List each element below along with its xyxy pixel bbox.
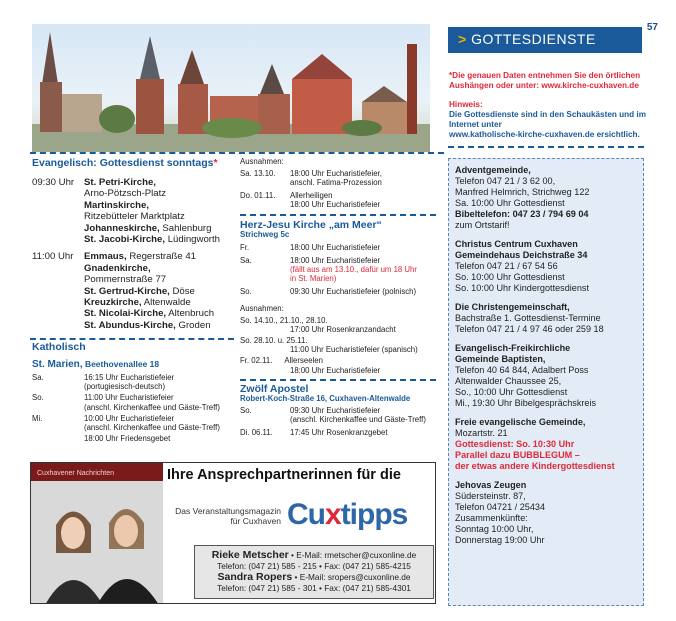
herzjesu-heading — [240, 221, 440, 239]
herzjesu-day: So. — [240, 287, 252, 297]
herzjesu-ausnahme — [240, 356, 440, 374]
separator-col1 — [30, 338, 234, 340]
group-line: Manfred Helmrich, Strichweg 122 — [455, 187, 590, 197]
marien-ausnahme-line2: anschl. Fatima-Prozession — [290, 178, 382, 188]
group-line: Zusammenkünfte: — [455, 513, 528, 523]
service-time — [32, 234, 84, 245]
marien-ausnahme-day: Sa. 13.10. — [240, 169, 276, 179]
separator-top-left — [30, 152, 444, 154]
group-line: Altenwalder Chaussee 25, — [455, 376, 562, 386]
apostel-heading — [240, 382, 440, 404]
contact2-tel: Telefon: (047 21) 585 - 301 • Fax: (047 21) 585-4301 — [217, 583, 411, 593]
contact1-mail[interactable]: • E-Mail: rmetscher@cuxonline.de — [288, 550, 417, 560]
group-line: So. 10:00 Uhr Kindergottesdienst — [455, 283, 589, 293]
church-location: Döse — [169, 285, 195, 297]
banner-arrow: > — [458, 31, 467, 47]
marien-text — [84, 393, 220, 411]
group-line: zum Ortstarif! — [455, 220, 510, 230]
herzjesu-ausnahmen-list — [240, 316, 440, 375]
marien-ausnahme-line1: 18:00 Uhr Eucharistiefeier, — [290, 169, 382, 179]
group-line: Telefon 047 21 / 3 62 00, — [455, 176, 556, 186]
herzjesu-ausnahme-dayline — [240, 356, 440, 365]
herzjesu-row — [240, 243, 440, 252]
churches-illustration — [32, 24, 430, 152]
evangelisch-row — [32, 274, 232, 285]
brand-part-x: x — [325, 498, 341, 531]
group-name: Freie evangelische Gemeinde, — [455, 417, 586, 427]
group-highlight: der etwas andere Kindergottesdienst — [455, 461, 615, 471]
contact-details — [194, 545, 434, 599]
contact2-mail[interactable]: • E-Mail: sropers@cuxonline.de — [292, 572, 411, 582]
evangelisch-row — [32, 308, 232, 319]
church-name: Johanneskirche, — [84, 222, 160, 234]
evangelisch-row — [32, 211, 232, 222]
church-entry — [84, 251, 196, 262]
herzjesu-ausnahme-dayline — [240, 336, 440, 345]
herzjesu-text: 09:30 Uhr Eucharistiefeier (polnisch) — [290, 287, 417, 297]
brand-part-a: Cu — [287, 498, 325, 531]
apostel-day: Di. 06.11. — [240, 427, 273, 437]
herzjesu-text: 18:00 Uhr Eucharistiefeier — [290, 243, 381, 253]
katholisch-section — [32, 341, 238, 443]
evangelisch-star: * — [213, 157, 218, 169]
cuxtipps-logo — [169, 500, 431, 540]
herzjesu-ausnahme-line1: Allerseelen — [284, 356, 323, 366]
evangelisch-title — [32, 157, 232, 169]
church-location: Groden — [175, 319, 211, 331]
banner-title: GOTTESDIENSTE — [471, 31, 596, 47]
apostel-line1: 09:30 Uhr Eucharistiefeier — [290, 406, 381, 416]
marien-row — [32, 434, 238, 443]
church-entry — [84, 297, 191, 308]
evangelisch-row — [32, 320, 232, 331]
service-time — [32, 223, 84, 234]
herzjesu-ausnahme-line1: 11:00 Uhr Eucharistiefeier (spanisch) — [290, 345, 418, 355]
church-entry — [84, 286, 195, 297]
group-line: Telefon 04721 / 25434 — [455, 502, 546, 512]
herzjesu-ausnahme — [240, 336, 440, 354]
church-location: Pommernstraße 77 — [84, 274, 167, 286]
service-time — [32, 211, 84, 222]
church-group — [455, 239, 637, 294]
herzjesu-day: Fr. — [240, 243, 250, 253]
church-name: St. Nicolai-Kirche, — [84, 308, 167, 320]
marien-day: Sa. — [32, 373, 44, 382]
herzjesu-ausnahme — [240, 316, 440, 334]
group-name: Die Christengemeinschaft, — [455, 302, 570, 312]
herzjesu-schedule — [240, 243, 440, 296]
herzjesu-sa-block — [290, 256, 417, 284]
group-line: Telefon 047 21 / 67 54 56 — [455, 261, 558, 271]
apostel-row — [240, 428, 440, 437]
apostel-text — [290, 428, 388, 437]
herzjesu-row — [240, 256, 440, 284]
church-entry — [84, 200, 149, 211]
marien-ausnahmen-label: Ausnahmen: — [240, 157, 284, 166]
group-line: Bachstraße 1. Gottesdienst-Termine — [455, 313, 601, 323]
service-time — [32, 188, 84, 199]
group-line: So. 10:00 Uhr Gottesdienst — [455, 272, 565, 282]
marien-row — [32, 373, 238, 391]
page-number: 57 — [646, 22, 658, 33]
column-two — [240, 157, 440, 437]
church-location: Lüdingworth — [165, 234, 220, 246]
church-location: Arno-Pötzsch-Platz — [84, 188, 167, 200]
mag-line1: Das Veranstaltungsmagazin — [175, 506, 281, 516]
marien-heading — [32, 359, 238, 370]
church-entry — [84, 320, 211, 331]
herzjesu-ausnahme-dayline — [240, 316, 440, 325]
herzjesu-row — [240, 287, 440, 296]
marien-ausnahme-line2: 18:00 Uhr Eucharistiefeier — [290, 199, 381, 209]
church-location: Regerstraße 41 — [126, 251, 196, 263]
church-entry — [84, 234, 220, 245]
contact-photo-illustration — [31, 463, 163, 604]
service-time: 11:00 Uhr — [32, 251, 74, 263]
marien-ausnahme-row — [240, 169, 440, 187]
evangelisch-section — [32, 157, 232, 331]
brand-part-b: tipps — [340, 498, 408, 531]
mag-line2: für Cuxhaven — [230, 516, 281, 526]
church-location: Altenbruch — [166, 308, 215, 320]
evangelisch-row — [32, 297, 232, 308]
churches-photo — [32, 24, 430, 152]
church-location: Sahlenburg — [159, 222, 212, 234]
evangelisch-row — [32, 177, 232, 188]
group-name: Evangelisch-Freikirchliche — [455, 343, 571, 353]
marien-day: Mi. — [32, 413, 43, 423]
evangelisch-row — [32, 234, 232, 245]
church-name: St. Petri-Kirche, — [84, 177, 156, 188]
contact-advertisement — [30, 462, 436, 604]
group-line: Donnerstag 19:00 Uhr — [455, 535, 545, 545]
marien-line1: 16:15 Uhr Eucharistiefeier — [84, 373, 175, 382]
apostel-line1: 17:45 Uhr Rosenkranzgebet — [290, 427, 388, 437]
group-name: Christus Centrum Cuxhaven — [455, 239, 578, 249]
group-line: Südersteinstr. 87, — [455, 491, 526, 501]
church-entry — [84, 188, 166, 199]
marien-text — [84, 414, 220, 432]
church-name: Gnadenkirche, — [84, 262, 151, 274]
herzjesu-ausnahmen-label: Ausnahmen: — [240, 304, 284, 314]
apostel-row — [240, 406, 440, 424]
herzjesu-ausnahme-day: So. 28.10. u. 25.11. — [240, 336, 308, 346]
apostel-addr: Robert-Koch-Straße 16, Cuxhaven-Altenwalde — [240, 394, 411, 404]
apostel-title: Zwölf Apostel — [240, 382, 309, 395]
evangelisch-row — [32, 188, 232, 199]
church-group — [455, 165, 637, 231]
church-group — [455, 343, 637, 409]
star-note-text: *Die genauen Daten entnehmen Sie den örtlichen Aushängen oder unter: www.kirche-cuxhaven.de — [449, 71, 641, 90]
group-name: Jehovas Zeugen — [455, 480, 527, 490]
church-location: Ritzebütteler Marktplatz — [84, 211, 185, 223]
marien-addr: Beethovenallee 18 — [82, 359, 160, 369]
group-line: Sonntag 10:00 Uhr, — [455, 524, 534, 534]
marien-line2: (anschl. Kirchenkaffee und Gäste-Treff) — [84, 423, 220, 433]
church-name: St. Jacobi-Kirche, — [84, 234, 166, 246]
service-time — [32, 308, 84, 319]
cuxtipps-wordmark — [287, 498, 407, 532]
marien-schedule — [32, 373, 238, 443]
service-time — [32, 320, 84, 331]
church-name: Kreuzkirche, — [84, 297, 142, 309]
herzjesu-text: 18:00 Uhr Eucharistiefeier — [290, 255, 381, 265]
herzjesu-title: Herz-Jesu Kirche „am Meer“ — [240, 219, 382, 232]
contact1-tel: Telefon: (047 21) 585 - 215 • Fax: (047 21) 585-4215 — [217, 561, 411, 571]
marien-line1: 11:00 Uhr Eucharistiefeier — [84, 393, 174, 403]
photo-sign-text: Cuxhavener Nachrichten — [37, 470, 115, 477]
church-entry — [84, 223, 211, 234]
herzjesu-ausnahme-day: Fr. 02.11. — [240, 356, 273, 366]
contact1-name: Rieke Metscher — [211, 549, 289, 561]
group-highlight: Parallel dazu BUBBLEGUM – — [455, 450, 580, 460]
church-name: Martinskirche, — [84, 199, 150, 211]
marien-ausnahme-text — [290, 169, 382, 187]
marien-row — [32, 414, 238, 432]
church-entry — [84, 211, 185, 222]
apostel-schedule — [240, 406, 440, 437]
group-bold-line: Bibeltelefon: 047 23 / 794 69 04 — [455, 209, 589, 219]
hinweis-note — [449, 100, 654, 140]
church-group — [455, 417, 637, 472]
marien-day: So. — [32, 393, 44, 403]
marien-text — [84, 434, 170, 443]
separator-apostel — [240, 379, 436, 381]
apostel-line2: (anschl. Kirchenkaffee und Gäste-Treff) — [290, 415, 426, 425]
church-entry — [84, 263, 151, 274]
marien-ausnahme-row — [240, 191, 440, 209]
hinweis-label: Hinweis: — [449, 100, 483, 109]
marien-name: St. Marien, — [32, 359, 83, 370]
church-entry — [84, 274, 166, 285]
apostel-day: So. — [240, 406, 252, 416]
evangelisch-row — [32, 251, 232, 262]
marien-day — [32, 434, 84, 443]
evangelisch-row — [32, 286, 232, 297]
marien-line2: (anschl. Kirchenkaffee und Gäste-Treff) — [84, 402, 220, 412]
herzjesu-ausnahme-day: So. 14.10., 21.10., 28.10. — [240, 315, 328, 325]
evangelisch-row — [32, 223, 232, 234]
service-time — [32, 274, 84, 285]
church-entry — [84, 308, 214, 319]
group-line: Sa. 10:00 Uhr Gottesdienst — [455, 198, 565, 208]
marien-text — [84, 373, 174, 391]
group-line: Telefon 047 21 / 4 97 46 oder 259 18 — [455, 324, 604, 334]
contact-photo — [31, 463, 163, 604]
group-name-2: Gemeindehaus Deichstraße 34 — [455, 250, 588, 260]
katholisch-title: Katholisch — [32, 341, 86, 353]
herzjesu-sa-note: in St. Marien) — [290, 274, 337, 284]
ad-title: Ihre Ansprechpartnerinnen für die — [167, 467, 401, 483]
herzjesu-ausnahme-line1: 17:00 Uhr Rosenkranzandacht — [290, 324, 396, 334]
group-name-2: Gemeinde Baptisten, — [455, 354, 546, 364]
evangelisch-row — [32, 200, 232, 211]
herzjesu-day: Sa. — [240, 255, 252, 265]
section-banner — [448, 27, 642, 53]
hinweis-url[interactable]: www.katholische-kirche-cuxhaven.de ersichtlich. — [449, 130, 640, 139]
marien-ausnahme-line1: Allerheiligen — [290, 190, 333, 200]
marien-line2: (portugiesisch-deutsch) — [84, 382, 166, 392]
evangelisch-list — [32, 177, 232, 331]
group-line: Mi., 19:30 Uhr Bibelgesprächskreis — [455, 398, 597, 408]
other-churches-box — [448, 158, 644, 606]
service-time — [32, 263, 84, 274]
church-name: St. Abundus-Kirche, — [84, 319, 176, 331]
church-group — [455, 480, 637, 546]
marien-ausnahmen-list — [240, 169, 440, 209]
marien-row — [32, 393, 238, 411]
evangelisch-title-text: Evangelisch: Gottesdienst sonntags — [32, 157, 214, 169]
marien-ausnahme-day: Do. 01.11. — [240, 190, 276, 200]
apostel-text — [290, 406, 426, 424]
service-time — [32, 297, 84, 308]
service-time — [32, 200, 84, 211]
service-time: 09:30 Uhr — [32, 177, 75, 188]
church-location: Altenwalde — [141, 297, 191, 309]
group-line: Telefon 40 64 844, Adalbert Poss — [455, 365, 589, 375]
separator-top-right — [448, 146, 644, 148]
marien-ausnahme-text — [290, 191, 380, 209]
service-time — [32, 286, 84, 297]
marien-line1: 18:00 Uhr Friedensgebet — [84, 434, 171, 444]
marien-line1: 10:00 Uhr Eucharistiefeier — [84, 413, 175, 423]
herzjesu-sa-note: (fällt aus am 13.10., dafür um 18 Uhr — [290, 264, 417, 274]
group-line: So., 10:00 Uhr Gottesdienst — [455, 387, 568, 397]
church-name: St. Gertrud-Kirche, — [84, 285, 170, 297]
church-name: Emmaus, — [84, 251, 127, 263]
hinweis-text: Die Gottesdienste sind in den Schaukästen und im Internet unter — [449, 110, 646, 129]
group-line: Mozartstr. 21 — [455, 428, 508, 438]
separator-herzjesu — [240, 214, 436, 216]
herzjesu-addr: Strichweg 5c — [240, 230, 290, 240]
group-highlight: Gottesdienst: So. 10:30 Uhr — [455, 439, 575, 449]
herzjesu-ausnahme-line2: 18:00 Uhr Eucharistiefeier — [290, 365, 381, 375]
church-group — [455, 302, 637, 335]
church-entry — [84, 177, 156, 188]
star-note — [449, 71, 654, 91]
evangelisch-row — [32, 263, 232, 274]
contact2-name: Sandra Ropers — [217, 571, 293, 583]
group-name: Adventgemeinde, — [455, 165, 531, 175]
